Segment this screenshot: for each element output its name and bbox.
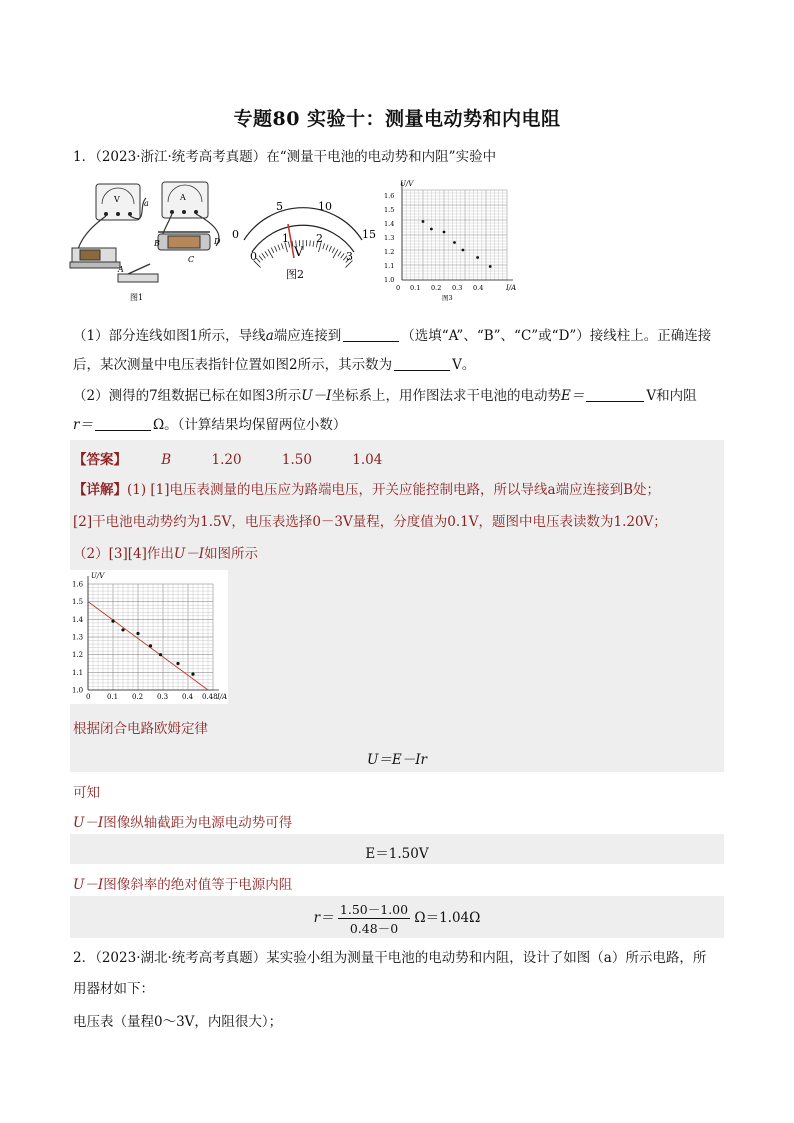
q1-heading: 1．（2023·浙江·统考高考真题）在“测量干电池的电动势和内阻”实验中 — [73, 149, 497, 165]
blank-terminal[interactable] — [343, 327, 399, 342]
answer-3: 1.50 — [281, 452, 312, 468]
x-tick-label: 0.4 — [182, 693, 194, 701]
fig3-ytick: 1.4 — [384, 220, 395, 228]
fig3-xtick: 0.2 — [431, 284, 442, 292]
fig3-data-point — [453, 241, 456, 244]
y-tick-label: 1.3 — [72, 633, 84, 642]
figure-2-meter — [230, 196, 378, 288]
blank-resistance[interactable] — [95, 416, 151, 431]
x-tick-label: 0 — [86, 693, 91, 701]
meter-tick — [262, 253, 266, 258]
lower-tick-1: 1 — [282, 232, 289, 245]
equation-r: r＝ $\frac{1.50-1.00}{0.48-0}$ Ω＝1.04Ω — [313, 902, 481, 936]
terminal-A-label: A — [118, 265, 124, 274]
blank-emf[interactable] — [586, 387, 644, 402]
fig3-data-point — [443, 231, 446, 234]
equation-emf: E＝1.50V — [365, 846, 429, 862]
data-point — [149, 644, 152, 647]
meter-tick — [341, 253, 345, 258]
fig3-xtick: 0.1 — [410, 284, 421, 292]
upper-tick-15: 15 — [362, 228, 376, 241]
fig3-caption: 图3 — [442, 294, 453, 302]
keyi-text: 可知 — [73, 785, 100, 801]
wire-a-label: a — [144, 199, 149, 208]
answer-line: 【答案】 B 1.20 1.50 1.04 — [73, 452, 383, 468]
x-tick-label: 0.3 — [157, 693, 169, 701]
intercept-text: U－I图像纵轴截距为电源电动势可得 — [73, 815, 293, 831]
figure-2-caption: 图2 — [286, 268, 304, 281]
terminal-C-label: C — [188, 255, 195, 264]
lower-tick-3: 3 — [346, 250, 353, 263]
y-tick-label: 1.0 — [72, 686, 84, 695]
meter-tick — [338, 251, 341, 256]
meter-unit: V — [294, 245, 304, 260]
meter-tick — [333, 249, 338, 258]
detail-line2: [2]干电池电动势约为1.5V，电压表选择0－3V量程，分度值为0.1V，题图中电压表读数为1.20V； — [73, 514, 667, 530]
figure-3-chart — [380, 176, 520, 304]
meter-tick — [271, 248, 274, 253]
meter-tick — [268, 249, 273, 258]
voltmeter-label: V — [114, 195, 120, 204]
meter-tick — [313, 241, 314, 247]
meter-tick — [265, 251, 268, 256]
upper-tick-10: 10 — [318, 200, 332, 213]
x-tick-label: 0.2 — [132, 693, 144, 701]
detail-line1: 【详解】(1) [1]电压表测量的电压应为路端电压，开关应能控制电路，所以导线a端应连接到B处； — [73, 482, 661, 498]
fig3-xtick: 0.3 — [452, 284, 463, 292]
meter-tick — [259, 256, 263, 261]
fig3-xtick: 0.4 — [473, 284, 484, 292]
upper-tick-5: 5 — [276, 200, 283, 213]
fig3-ytick: 1.3 — [384, 234, 395, 242]
x-tick-label: 0.48 — [202, 693, 218, 701]
fig3-data-point — [422, 220, 425, 223]
x-tick-label: 0.1 — [107, 693, 119, 701]
upper-tick-0: 0 — [232, 228, 239, 241]
meter-tick — [310, 240, 311, 246]
fig3-origin: 0 — [396, 284, 401, 292]
meter-tick — [275, 246, 277, 251]
q1-part1-line2: 后，某次测量中电压表指针位置如图2所示，其示数为 V。 — [73, 357, 476, 373]
fig3-xlabel: I/A — [506, 284, 517, 292]
y-tick-label: 1.5 — [72, 598, 84, 607]
q2-heading: 2．（2023·湖北·统考高考真题）某实验小组为测量干电池的电动势和内阻，设计了如图（a）所示电路，所 — [73, 950, 707, 966]
terminal-D-label: D — [214, 237, 221, 246]
answer-2: 1.20 — [211, 452, 242, 468]
answer-4: 1.04 — [352, 452, 383, 468]
lower-tick-2: 2 — [316, 232, 323, 245]
data-point — [136, 632, 139, 635]
page-title: 专题80 实验十：测量电动势和内电阻 — [233, 108, 561, 130]
slope-text: U－I图像斜率的绝对值等于电源内阻 — [73, 877, 293, 893]
figure-1-caption: 图1 — [130, 293, 144, 302]
meter-tick — [329, 246, 331, 251]
y-tick-label: 1.1 — [72, 668, 84, 677]
x-axis-label: I/A — [217, 693, 228, 701]
ammeter-label: A — [180, 193, 186, 202]
q1-part2-line1: （2）测得的7组数据已标在如图3所示U－I坐标系上，用作图法求干电池的电动势E＝ V和内阻 — [73, 388, 697, 404]
data-point — [159, 653, 162, 656]
fig3-ylabel: U/V — [400, 180, 414, 188]
law-text: 根据闭合电路欧姆定律 — [73, 721, 208, 737]
y-axis-label: U/V — [91, 572, 105, 580]
y-tick-label: 1.4 — [72, 615, 84, 624]
terminal-B-label: B — [154, 239, 160, 248]
fig3-ytick: 1.0 — [384, 276, 395, 284]
q1-part2-line2: r＝ Ω。（计算结果均保留两位小数） — [73, 417, 347, 433]
data-point — [191, 673, 194, 676]
fig3-data-point — [476, 256, 479, 259]
equation-ohm: U＝E－Ir — [366, 752, 428, 768]
detail-line3: （2）[3][4]作出U－I如图所示 — [73, 546, 259, 562]
fig3-ytick: 1.1 — [384, 262, 395, 270]
q1-part1-line1: （1）部分连线如图1所示，导线a端应连接到 （选填“A”、“B”、“C”或“D”）接线柱上。正确连接 — [73, 328, 712, 344]
y-tick-label: 1.6 — [72, 580, 84, 589]
meter-tick — [278, 245, 280, 251]
meter-tick — [326, 245, 328, 251]
lower-tick-0: 0 — [250, 250, 257, 263]
blank-voltage[interactable] — [394, 356, 450, 371]
fig3-data-point — [462, 249, 465, 252]
fig3-data-point — [489, 265, 492, 268]
ui-graph — [70, 570, 228, 704]
figure-1-circuit — [68, 176, 228, 304]
y-tick-label: 1.2 — [72, 651, 84, 660]
q2-item1: 电压表（量程0～3V，内阻很大）； — [73, 1014, 283, 1030]
data-point — [176, 662, 179, 665]
q2-heading2: 用器材如下： — [73, 981, 154, 997]
meter-tick — [323, 243, 325, 249]
fig3-data-point — [430, 228, 433, 231]
answer-1: B — [161, 452, 172, 468]
data-point — [111, 620, 114, 623]
meter-tick — [332, 248, 335, 253]
fig3-ytick: 1.5 — [384, 206, 395, 214]
fig3-ytick: 1.2 — [384, 248, 395, 256]
data-point — [121, 628, 124, 631]
fig3-ytick: 1.6 — [384, 192, 395, 200]
